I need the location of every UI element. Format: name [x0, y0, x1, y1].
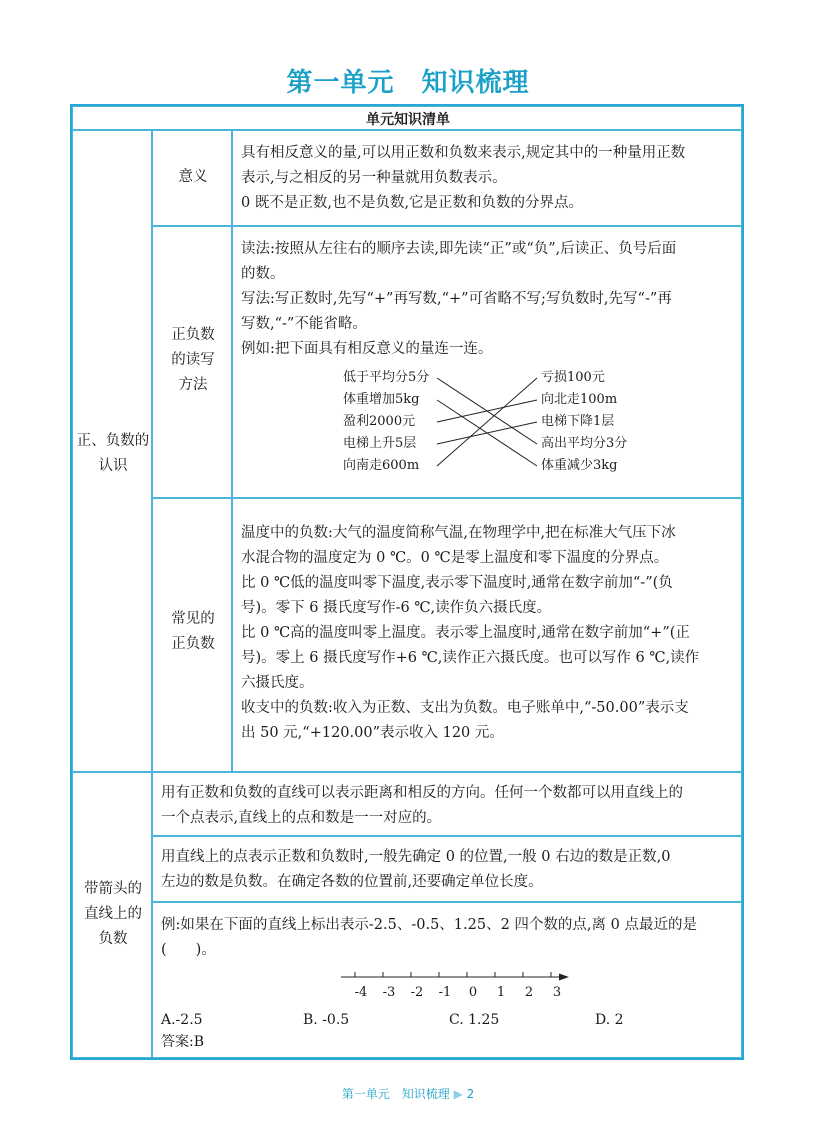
page-footer [0, 1085, 816, 1102]
readwrite-text [241, 237, 737, 362]
text-line: 水混合物的温度定为 0 ℃。0 ℃是零上温度和零下温度的分界点。 [241, 550, 669, 566]
row-label-cell-meaning [152, 130, 232, 226]
footer-arrow-icon: ▶ [453, 1087, 463, 1101]
text-line: 读法:按照从左往右的顺序去读,即先读“正”或“负”,后读正、负号后面 [241, 241, 677, 257]
match-left-item: 低于平均分5分 [343, 370, 430, 385]
number-line-block-2 [152, 836, 742, 902]
text-line: 号)。零上 6 摄氏度写作+6 ℃,读作正六摄氏度。也可以写作 6 ℃,读作 [241, 650, 700, 666]
match-right-item: 电梯下降1层 [541, 414, 615, 429]
match-right-item: 向北走100m [541, 392, 618, 407]
tick-label: -2 [410, 985, 424, 1000]
row-content-common [232, 498, 742, 772]
label-line: 正负数 [171, 636, 215, 652]
number-line-arrow [559, 974, 569, 981]
row-content-readwrite [232, 226, 742, 498]
answer: 答案:B [161, 1034, 205, 1050]
label-line: 负数 [98, 931, 128, 947]
section-label-cell [72, 130, 152, 772]
text-line: 0 既不是正数,也不是负数,它是正数和负数的分界点。 [241, 195, 584, 211]
tick-label: 2 [524, 985, 534, 1000]
page-number: 2 [466, 1087, 475, 1101]
label-line: 正负数 [171, 327, 215, 343]
match-left-item: 向南走600m [343, 458, 420, 473]
match-line [437, 378, 537, 466]
text-line: 收支中的负数:收入为正数、支出为负数。电子账单中,“-50.00”表示支 [241, 700, 689, 716]
row-label-cell-common [152, 498, 232, 772]
match-line [437, 400, 537, 422]
text-line: 一个点表示,直线上的点和数是一一对应的。 [161, 810, 442, 826]
row-label-cell-readwrite [152, 226, 232, 498]
text-line: 用直线上的点表示正数和负数时,一般先确定 0 的位置,一般 0 右边的数是正数,0 [161, 849, 671, 865]
row-label-meaning: 意义 [178, 169, 208, 185]
tick-label: 3 [552, 985, 562, 1000]
match-left-item: 体重增加5kg [343, 392, 420, 407]
tick-label: -1 [438, 985, 452, 1000]
label-line: 带箭头的 [84, 881, 142, 897]
label-line: 的读写 [171, 352, 215, 368]
text-line: 写数,“-”不能省略。 [241, 316, 367, 332]
label-line: 直线上的 [84, 906, 142, 922]
text-line: 表示,与之相反的另一种量就用负数表示。 [241, 170, 507, 186]
common-text [241, 521, 737, 746]
section-label-1: 正、负数的认识 [76, 433, 150, 474]
row-label-common [153, 607, 233, 657]
text-line: 用有正数和负数的直线可以表示距离和相反的方向。任何一个数都可以用直线上的 [161, 785, 683, 801]
table-header: 单元知识清单 [366, 112, 450, 128]
text-line: 温度中的负数:大气的温度简称气温,在物理学中,把在标准大气压下冰 [241, 525, 676, 541]
number-line [341, 969, 571, 985]
tick-label: -4 [354, 985, 368, 1000]
number-line-block-3 [152, 902, 742, 1058]
knowledge-table [70, 104, 744, 1060]
match-right-item: 亏损100元 [541, 370, 605, 385]
match-line [437, 422, 537, 444]
tick-label: 0 [468, 985, 478, 1000]
match-right-column [541, 367, 627, 477]
page-title: 第一单元 知识梳理 [286, 68, 530, 98]
text-line: 具有相反意义的量,可以用正数和负数来表示,规定其中的一种量用正数 [241, 145, 686, 161]
tick-label: -3 [382, 985, 396, 1000]
text-line: 例:如果在下面的直线上标出表示-2.5、-0.5、1.25、2 四个数的点,离 0 点最近的是 [161, 917, 697, 933]
block3-text [161, 913, 737, 963]
row-label-readwrite [153, 323, 233, 398]
block2-text [161, 845, 737, 895]
text-line: 左边的数是负数。在确定各数的位置前,还要确定单位长度。 [161, 874, 543, 890]
block1-text [161, 781, 737, 831]
text-line: 比 0 ℃低的温度叫零下温度,表示零下温度时,通常在数字前加“-”(负 [241, 575, 673, 591]
table-header-cell [72, 106, 742, 130]
text-line: 例如:把下面具有相反意义的量连一连。 [241, 341, 493, 357]
text-line: ( )。 [161, 942, 216, 958]
option-d: D. 2 [595, 1012, 624, 1028]
text-line: 号)。零下 6 摄氏度写作-6 ℃,读作负六摄氏度。 [241, 600, 552, 616]
match-lines [433, 367, 543, 479]
text-line: 出 50 元,“+120.00”表示收入 120 元。 [241, 725, 504, 741]
number-line-block-1 [152, 772, 742, 836]
text-line: 比 0 ℃高的温度叫零上温度。表示零上温度时,通常在数字前加“+”(正 [241, 625, 690, 641]
label-line: 常见的 [171, 611, 215, 627]
text-line: 写法:写正数时,先写“+”再写数,“+”可省略不写;写负数时,先写“-”再 [241, 291, 672, 307]
match-left-column [343, 367, 429, 477]
match-left-item: 盈利2000元 [343, 414, 416, 429]
label-line: 方法 [178, 377, 208, 393]
option-a: A.-2.5 [161, 1012, 203, 1028]
match-right-item: 高出平均分3分 [541, 436, 628, 451]
match-right-item: 体重减少3kg [541, 458, 618, 473]
section-label-2 [73, 877, 153, 952]
section-label-cell-2 [72, 772, 152, 1058]
text-line: 六摄氏度。 [241, 675, 314, 691]
footer-title: 第一单元 知识梳理 [341, 1087, 450, 1101]
option-c: C. 1.25 [449, 1012, 500, 1028]
row-content-meaning [232, 130, 742, 226]
option-b: B. -0.5 [303, 1012, 350, 1028]
text-line: 的数。 [241, 266, 285, 282]
meaning-text [241, 141, 737, 216]
match-left-item: 电梯上升5层 [343, 436, 417, 451]
tick-label: 1 [496, 985, 506, 1000]
